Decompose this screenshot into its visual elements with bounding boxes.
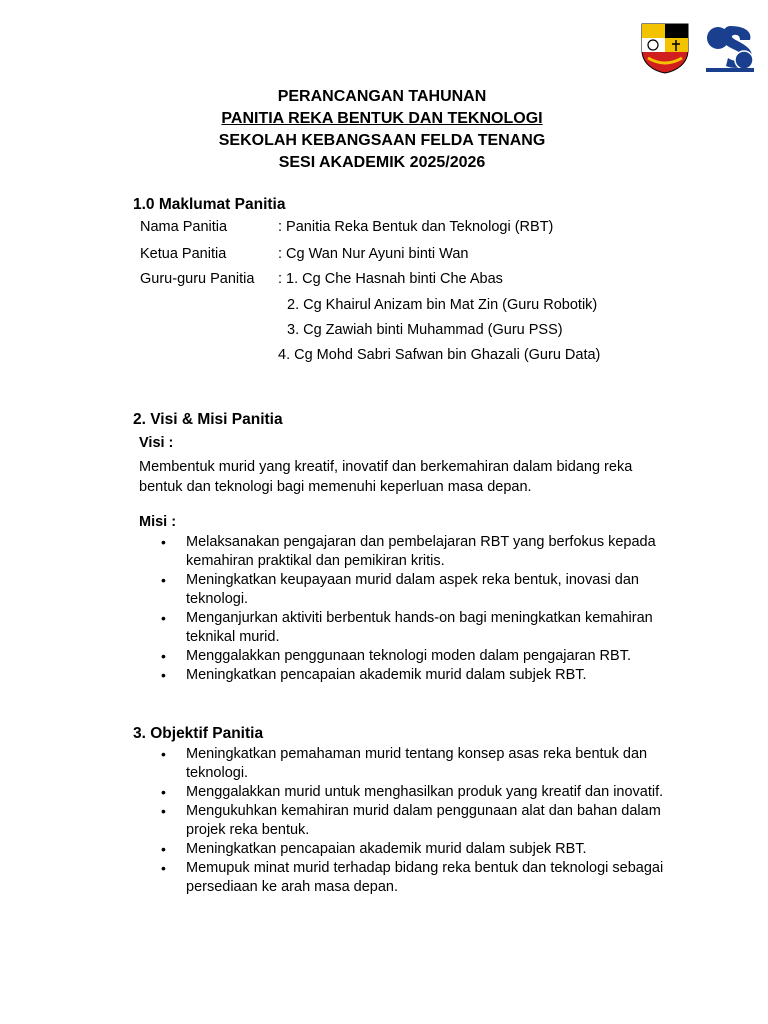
list-item: • Menggalakkan penggunaan teknologi moden dalam pengajaran RBT. [161, 648, 631, 664]
list-item: • Meningkatkan pencapaian akademik murid dalam subjek RBT. [161, 841, 587, 857]
list-item: • Meningkatkan keupayaan murid dalam aspek reka bentuk, inovasi dan teknologi. [161, 572, 639, 607]
bullet-icon: • [161, 860, 166, 876]
info-label: Guru-guru Panitia [140, 271, 255, 287]
bullet-icon: • [161, 610, 166, 626]
list-item: • Meningkatkan pemahaman murid tentang konsep asas reka bentuk dan teknologi. [161, 746, 648, 781]
title-line-1: PERANCANGAN TAHUNAN [277, 88, 487, 105]
list-item: • Memupuk minat murid terhadap bidang reka bentuk dan teknologi sebagai persediaan ke arah masa depan. [161, 860, 664, 895]
teacher-2: 2. Cg Khairul Anizam bin Mat Zin (Guru Robotik) [287, 297, 598, 313]
teacher-4: 4. Cg Mohd Sabri Safwan bin Ghazali (Guru Data) [278, 347, 601, 363]
bullet-icon: • [161, 841, 166, 857]
visi-label: Visi : [139, 435, 174, 451]
list-item: • Mengukuhkan kemahiran murid dalam penggunaan alat dan bahan dalam projek reka bentuk. [161, 803, 661, 838]
section-1-heading: 1.0 Maklumat Panitia [133, 196, 286, 213]
list-item: • Menganjurkan aktiviti berbentuk hands-on bagi meningkatkan kemahiran teknikal murid. [161, 610, 653, 645]
bullet-icon: • [161, 803, 166, 819]
info-label: Ketua Panitia [140, 246, 227, 262]
bullet-icon: • [161, 572, 166, 588]
bullet-icon: • [161, 746, 166, 762]
list-item: • Melaksanakan pengajaran dan pembelajaran RBT yang berfokus kepada kemahiran praktikal dan pemikiran kritis. [161, 534, 656, 569]
misi-list [160, 533, 670, 685]
district-logo-icon [704, 22, 756, 74]
bullet-icon: • [161, 534, 166, 550]
objektif-list [160, 745, 670, 897]
list-item: • Menggalakkan murid untuk menghasilkan produk yang kreatif dan inovatif. [161, 784, 664, 800]
bullet-icon: • [161, 667, 166, 683]
section-2-heading: 2. Visi & Misi Panitia [133, 411, 283, 428]
title-line-4: SESI AKADEMIK 2025/2026 [278, 154, 486, 171]
misi-label: Misi : [139, 514, 177, 530]
school-crest-icon [640, 22, 690, 74]
document-title [0, 86, 764, 174]
info-value: : 1. Cg Che Hasnah binti Che Abas [278, 271, 503, 287]
header-logos [640, 22, 756, 74]
info-value: : Panitia Reka Bentuk dan Teknologi (RBT) [278, 219, 554, 235]
section-3-heading: 3. Objektif Panitia [133, 725, 264, 742]
title-line-2: PANITIA REKA BENTUK DAN TEKNOLOGI [221, 110, 543, 127]
bullet-icon: • [161, 784, 166, 800]
title-line-3: SEKOLAH KEBANGSAAN FELDA TENANG [218, 132, 546, 149]
teacher-3: 3. Cg Zawiah binti Muhammad (Guru PSS) [287, 322, 563, 338]
info-value: : Cg Wan Nur Ayuni binti Wan [278, 246, 469, 262]
visi-text: Membentuk murid yang kreatif, inovatif dan berkemahiran dalam bidang reka bentuk dan teknologi bagi memenuhi keperluan masa depan. [139, 459, 633, 495]
bullet-icon: • [161, 648, 166, 664]
list-item: • Meningkatkan pencapaian akademik murid dalam subjek RBT. [161, 667, 587, 683]
info-label: Nama Panitia [140, 219, 228, 235]
